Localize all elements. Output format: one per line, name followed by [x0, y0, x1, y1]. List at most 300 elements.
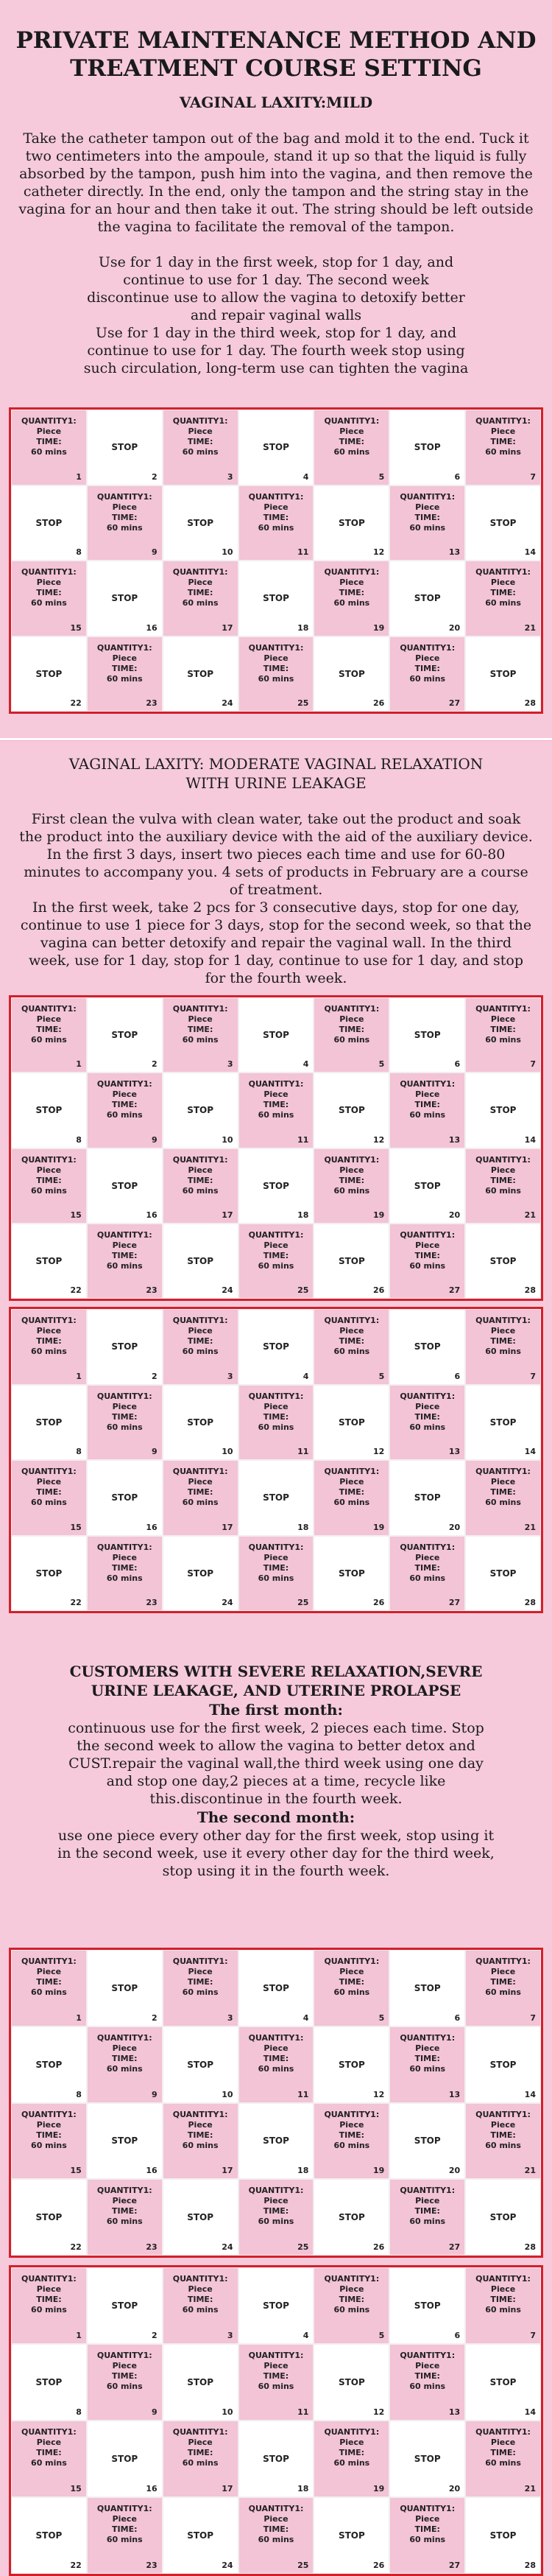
dose-piece: Piece — [36, 1014, 62, 1024]
day-number: 4 — [302, 1371, 309, 1381]
calendar-day-stop — [87, 1460, 163, 1536]
day-number: 17 — [222, 622, 233, 633]
calendar-day-quantity — [11, 997, 87, 1073]
dose-duration: 60 mins — [485, 2305, 521, 2314]
dose-duration: 60 mins — [409, 522, 446, 533]
calendar-day-stop — [389, 1148, 465, 1224]
day-number: 23 — [146, 2561, 158, 2570]
dose-duration: 60 mins — [182, 598, 219, 608]
day-number: 14 — [524, 1134, 536, 1145]
calendar-day-stop — [314, 485, 389, 561]
dose-duration: 60 mins — [409, 2217, 446, 2227]
calendar-day-stop — [314, 2344, 389, 2421]
dose-time: TIME: — [490, 2448, 516, 2457]
dose-quantity: QUANTITY1: — [172, 2109, 228, 2119]
dose-piece: Piece — [490, 2284, 516, 2294]
dose-quantity: QUANTITY1: — [400, 2186, 456, 2196]
stop-label: STOP — [187, 2059, 214, 2070]
dose-piece: Piece — [263, 2514, 289, 2524]
dose-duration: 60 mins — [333, 1987, 370, 1997]
stop-label: STOP — [414, 1030, 441, 1041]
dose-time: TIME: — [490, 2295, 516, 2304]
dose-info — [12, 1467, 86, 1508]
dose-quantity: QUANTITY1: — [400, 2032, 456, 2043]
dose-time: TIME: — [490, 1025, 516, 1034]
dose-time: TIME: — [339, 2448, 365, 2457]
calendar-day-quantity — [11, 2421, 87, 2497]
day-number: 15 — [70, 2484, 82, 2493]
section-mild-instructions: Take the catheter tampon out of the bag and mold it to the end. Tuck it two centimeters into the ampoule, stand it up so that the liquid is fully absorbed by the tampon, push him into the vagina, and then remove the catheter directly. In the end, only the tampon and the string stay in the vagina for an hour and then take it out. The string should be left outside the vagina to facilitate the removal of the tampon. — [18, 130, 534, 235]
calendar-day-quantity — [238, 1536, 314, 1612]
day-number: 11 — [297, 1134, 309, 1145]
day-number: 8 — [76, 2407, 82, 2417]
stop-label: STOP — [35, 1105, 63, 1116]
stop-label: STOP — [187, 2212, 214, 2223]
stop-label: STOP — [111, 593, 138, 604]
dose-time: TIME: — [339, 1175, 365, 1185]
dose-info — [390, 1543, 464, 1584]
day-number: 17 — [222, 2484, 233, 2493]
dose-duration: 60 mins — [333, 1347, 370, 1356]
dose-duration: 60 mins — [333, 2305, 370, 2314]
dose-quantity: QUANTITY1: — [96, 2032, 152, 2043]
dose-quantity: QUANTITY1: — [172, 1154, 228, 1165]
day-number: 26 — [372, 1285, 385, 1295]
dose-quantity: QUANTITY1: — [248, 2032, 304, 2043]
dose-time: TIME: — [187, 1487, 213, 1497]
dose-duration: 60 mins — [182, 1347, 219, 1356]
calendar-day-stop — [465, 485, 541, 561]
dose-quantity: QUANTITY1: — [21, 1154, 77, 1165]
day-number: 15 — [70, 622, 82, 633]
dose-quantity: QUANTITY1: — [96, 2504, 152, 2513]
day-number: 4 — [302, 471, 309, 482]
stop-label: STOP — [338, 2530, 365, 2541]
day-number: 28 — [524, 1285, 536, 1295]
dose-time: TIME: — [490, 1977, 516, 1987]
day-number: 19 — [372, 622, 385, 633]
day-number: 8 — [76, 2089, 82, 2099]
day-number: 8 — [76, 547, 82, 557]
dose-duration: 60 mins — [258, 2217, 294, 2227]
calendar-day-quantity — [465, 1309, 541, 1385]
dose-piece: Piece — [490, 1326, 516, 1336]
dose-time: TIME: — [490, 1487, 516, 1497]
dose-piece: Piece — [36, 2438, 62, 2447]
day-number: 5 — [378, 1371, 385, 1381]
dose-time: TIME: — [339, 437, 365, 446]
dose-time: TIME: — [112, 1411, 138, 1422]
dose-piece: Piece — [188, 578, 213, 587]
day-number: 23 — [146, 1285, 158, 1295]
dose-duration: 60 mins — [106, 2063, 143, 2074]
calendar-day-stop — [11, 2344, 87, 2421]
section-severe — [0, 1662, 552, 1880]
day-number: 26 — [372, 2242, 385, 2252]
day-number: 27 — [448, 2242, 461, 2252]
stop-label: STOP — [489, 668, 517, 679]
calendar-day-quantity — [238, 1224, 314, 1299]
dose-info — [163, 1004, 238, 1045]
dose-duration: 60 mins — [485, 1185, 521, 1196]
dose-time: TIME: — [414, 2524, 440, 2534]
day-number: 4 — [302, 2012, 309, 2023]
calendar-day-quantity — [163, 997, 238, 1073]
calendar-day-stop — [87, 1309, 163, 1385]
stop-label: STOP — [187, 2530, 214, 2541]
dose-quantity: QUANTITY1: — [324, 1956, 380, 1966]
dose-info — [390, 2033, 464, 2074]
dose-info — [466, 2274, 540, 2315]
dose-time: TIME: — [339, 588, 365, 597]
calendar-day-stop — [163, 2497, 238, 2574]
dose-piece: Piece — [188, 2119, 213, 2130]
stop-label: STOP — [414, 1982, 441, 1993]
calendar-day-stop — [238, 561, 314, 636]
stop-label: STOP — [187, 1105, 214, 1116]
calendar-day-stop — [465, 1073, 541, 1148]
day-number: 28 — [524, 1598, 536, 1607]
calendar-day-stop — [314, 636, 389, 712]
dose-duration: 60 mins — [485, 1498, 521, 1507]
calendar-day-quantity — [465, 2103, 541, 2180]
dose-info — [314, 1316, 389, 1357]
calendar-day-stop — [314, 1224, 389, 1299]
calendar-day-stop — [11, 1073, 87, 1148]
stop-label: STOP — [489, 1417, 517, 1428]
dose-quantity: QUANTITY1: — [475, 1467, 531, 1476]
dose-quantity: QUANTITY1: — [96, 1079, 152, 1089]
dose-quantity: QUANTITY1: — [324, 1154, 380, 1165]
dose-time: TIME: — [36, 1336, 62, 1346]
day-number: 10 — [222, 547, 233, 557]
dose-time: TIME: — [187, 2448, 213, 2457]
dose-quantity: QUANTITY1: — [324, 1467, 380, 1476]
calendar-day-stop — [238, 997, 314, 1073]
dose-piece: Piece — [415, 502, 440, 512]
calendar-day-stop — [465, 1385, 541, 1461]
dose-piece: Piece — [415, 653, 440, 663]
day-number: 11 — [297, 1447, 309, 1456]
calendar-day-quantity — [238, 636, 314, 712]
calendar-day-quantity — [389, 2497, 465, 2574]
dose-piece: Piece — [415, 2043, 440, 2053]
dose-info — [163, 1155, 238, 1196]
dose-duration: 60 mins — [485, 598, 521, 608]
dose-info — [163, 1956, 238, 1998]
calendar-day-stop — [389, 2103, 465, 2180]
dose-quantity: QUANTITY1: — [248, 491, 304, 502]
calendar-day-stop — [11, 2026, 87, 2103]
stop-label: STOP — [489, 1255, 517, 1266]
dose-duration: 60 mins — [485, 2458, 521, 2468]
dose-piece: Piece — [263, 502, 289, 512]
dose-time: TIME: — [339, 2295, 365, 2304]
day-number: 5 — [378, 1059, 385, 1070]
day-number: 6 — [454, 1059, 461, 1070]
calendar-day-stop — [87, 2103, 163, 2180]
stop-label: STOP — [414, 2454, 441, 2464]
dose-info — [239, 1230, 314, 1271]
day-number: 6 — [454, 2331, 461, 2340]
dose-piece: Piece — [339, 2119, 364, 2130]
calendar-day-stop — [11, 2497, 87, 2574]
section-moderate-instructions: First clean the vulva with clean water, take out the product and soak the product into the auxiliary device with the aid of the auxiliary device. In the first 3 days, insert two pieces each time and use for 60-80 minutes to accompany you. 4 sets of products in February are a course of treatment. — [19, 811, 533, 898]
dose-piece: Piece — [263, 1401, 289, 1411]
calendar-day-quantity — [87, 1224, 163, 1299]
day-number: 19 — [372, 2166, 385, 2176]
calendar-day-stop — [465, 1224, 541, 1299]
stop-label: STOP — [263, 1982, 289, 1993]
dose-duration: 60 mins — [106, 1260, 143, 1271]
dose-quantity: QUANTITY1: — [96, 2186, 152, 2196]
dose-time: TIME: — [263, 2524, 289, 2534]
dose-duration: 60 mins — [182, 1498, 219, 1507]
dose-piece: Piece — [112, 1089, 137, 1100]
dose-duration: 60 mins — [106, 1110, 143, 1120]
dose-time: TIME: — [263, 2053, 289, 2063]
dose-time: TIME: — [112, 2053, 138, 2063]
dose-duration: 60 mins — [31, 1987, 67, 1997]
dose-piece: Piece — [36, 1477, 62, 1487]
stop-label: STOP — [338, 1255, 365, 1266]
dose-time: TIME: — [36, 2295, 62, 2304]
dose-piece: Piece — [490, 578, 516, 587]
dose-piece: Piece — [188, 2438, 213, 2447]
dose-duration: 60 mins — [258, 522, 294, 533]
calendar-day-quantity — [465, 1460, 541, 1536]
day-number: 21 — [524, 622, 536, 633]
day-number: 9 — [152, 1447, 158, 1456]
dose-info — [12, 2274, 86, 2315]
day-number: 10 — [222, 2089, 233, 2099]
dose-duration: 60 mins — [485, 1987, 521, 1997]
dose-piece: Piece — [415, 2196, 440, 2206]
section-mild — [0, 93, 552, 377]
dose-piece: Piece — [415, 1089, 440, 1100]
dose-info — [390, 2351, 464, 2392]
dose-duration: 60 mins — [31, 447, 67, 457]
dose-piece: Piece — [36, 578, 62, 587]
dose-info — [390, 2504, 464, 2545]
calendar-day-quantity — [87, 1536, 163, 1612]
dose-quantity: QUANTITY1: — [324, 1316, 380, 1325]
dose-time: TIME: — [36, 1175, 62, 1185]
stop-label: STOP — [489, 517, 517, 528]
stop-label: STOP — [489, 1568, 517, 1579]
day-number: 22 — [70, 1598, 82, 1607]
section-moderate-heading-line-1: VAGINAL LAXITY: MODERATE VAGINAL RELAXATION — [68, 755, 484, 773]
dose-info — [314, 1467, 389, 1508]
dose-piece: Piece — [36, 1967, 62, 1976]
calendar-day-quantity — [465, 1148, 541, 1224]
dose-info — [239, 2504, 314, 2545]
day-number: 21 — [524, 1210, 536, 1220]
calendar-day-stop — [11, 1385, 87, 1461]
dose-time: TIME: — [187, 1175, 213, 1185]
section-severe-heading-line-2: URINE LEAKAGE, AND UTERINE PROLAPSE — [91, 1682, 461, 1699]
day-number: 2 — [152, 2331, 158, 2340]
dose-info — [239, 643, 314, 684]
dose-piece: Piece — [112, 2196, 137, 2206]
calendar-day-quantity — [163, 1460, 238, 1536]
stop-label: STOP — [263, 442, 289, 453]
day-number: 28 — [524, 2561, 536, 2570]
dose-info — [239, 2351, 314, 2392]
calendar-day-quantity — [389, 2026, 465, 2103]
day-number: 25 — [297, 2561, 309, 2570]
stop-label: STOP — [338, 2059, 365, 2070]
stop-label: STOP — [35, 2530, 63, 2541]
dose-info — [390, 2186, 464, 2227]
day-number: 16 — [146, 1210, 158, 1220]
calendar-day-quantity — [314, 2421, 389, 2497]
dose-quantity: QUANTITY1: — [324, 416, 380, 426]
stop-label: STOP — [35, 2059, 63, 2070]
section-mild-heading: VAGINAL LAXITY:MILD — [179, 94, 373, 111]
calendar-day-stop — [314, 2026, 389, 2103]
dose-duration: 60 mins — [106, 1422, 143, 1432]
day-number: 25 — [297, 2242, 309, 2252]
day-number: 12 — [372, 547, 385, 557]
stop-label: STOP — [111, 2135, 138, 2147]
day-number: 26 — [372, 2561, 385, 2570]
calendar-day-stop — [389, 1460, 465, 1536]
page-title — [0, 27, 552, 83]
calendar-day-stop — [163, 2344, 238, 2421]
calendar-severe-2 — [9, 2265, 543, 2576]
section-mild-schedule-2: Use for 1 day in the third week, stop for 1 day, and continue to use for 1 day. The fourth week stop using such circulation, long-term use can tighten the vagina — [83, 325, 469, 376]
dose-duration: 60 mins — [106, 673, 143, 684]
dose-quantity: QUANTITY1: — [21, 2274, 77, 2284]
dose-time: TIME: — [112, 1250, 138, 1260]
dose-piece: Piece — [36, 427, 62, 436]
day-number: 27 — [448, 1598, 461, 1607]
first-month-text: continuous use for the first week, 2 pieces each time. Stop the second week to allow the vagina to better detox and CUST.repair the vaginal wall,the third week using one day and stop one day,2 pieces at a time, recycle like this.discontinue in the fourth week. — [68, 1720, 484, 1807]
dose-piece: Piece — [415, 1552, 440, 1562]
day-number: 3 — [227, 1371, 233, 1381]
day-number: 20 — [448, 1210, 461, 1220]
dose-time: TIME: — [36, 1025, 62, 1034]
dose-piece: Piece — [263, 653, 289, 663]
calendar-day-quantity — [389, 1385, 465, 1461]
dose-info — [163, 2110, 238, 2151]
day-number: 16 — [146, 1522, 158, 1532]
dose-quantity: QUANTITY1: — [96, 1229, 152, 1240]
calendar-day-stop — [11, 636, 87, 712]
dose-piece: Piece — [188, 2284, 213, 2294]
dose-piece: Piece — [36, 2119, 62, 2130]
calendar-day-quantity — [238, 2179, 314, 2256]
dose-quantity: QUANTITY1: — [248, 1079, 304, 1089]
day-number: 3 — [227, 2012, 233, 2023]
dose-piece: Piece — [112, 1401, 137, 1411]
dose-duration: 60 mins — [258, 1573, 294, 1583]
dose-time: TIME: — [263, 1562, 289, 1573]
second-month-text: use one piece every other day for the first week, stop using it in the second week, use it every other day for the third week, stop using it in the fourth week. — [57, 1828, 495, 1879]
dose-duration: 60 mins — [409, 2535, 446, 2544]
dose-duration: 60 mins — [333, 1185, 370, 1196]
dose-duration: 60 mins — [409, 1573, 446, 1583]
dose-time: TIME: — [339, 1977, 365, 1987]
dose-duration: 60 mins — [485, 2140, 521, 2150]
calendar-day-quantity — [314, 1148, 389, 1224]
dose-piece: Piece — [339, 427, 364, 436]
dose-duration: 60 mins — [258, 2063, 294, 2074]
calendar-day-stop — [87, 2421, 163, 2497]
dose-piece: Piece — [263, 2043, 289, 2053]
stop-label: STOP — [489, 2377, 517, 2387]
calendar-day-stop — [11, 485, 87, 561]
calendar-day-quantity — [163, 2103, 238, 2180]
first-month-label: The first month: — [209, 1701, 343, 1719]
calendar-day-stop — [389, 561, 465, 636]
calendar-day-stop — [238, 2103, 314, 2180]
dose-quantity: QUANTITY1: — [475, 1004, 531, 1014]
calendar-day-quantity — [314, 561, 389, 636]
dose-duration: 60 mins — [106, 522, 143, 533]
dose-piece: Piece — [36, 1165, 62, 1175]
stop-label: STOP — [187, 1417, 214, 1428]
calendar-day-stop — [465, 636, 541, 712]
stop-label: STOP — [414, 1341, 441, 1352]
dose-duration: 60 mins — [31, 1498, 67, 1507]
calendar-day-stop — [87, 2267, 163, 2344]
dose-piece: Piece — [112, 2361, 137, 2370]
calendar-day-quantity — [465, 2421, 541, 2497]
dose-info — [466, 2427, 540, 2468]
calendar-day-stop — [465, 2497, 541, 2574]
stop-label: STOP — [338, 1105, 365, 1116]
day-number: 27 — [448, 1285, 461, 1295]
calendar-day-stop — [163, 1224, 238, 1299]
day-number: 1 — [76, 1371, 82, 1381]
stop-label: STOP — [263, 2135, 289, 2147]
dose-time: TIME: — [414, 2371, 440, 2381]
day-number: 7 — [530, 471, 536, 482]
stop-label: STOP — [35, 2377, 63, 2387]
dose-quantity: QUANTITY1: — [172, 1316, 228, 1325]
day-number: 13 — [448, 1447, 461, 1456]
day-number: 18 — [297, 1210, 309, 1220]
dose-info — [163, 416, 238, 457]
day-number: 12 — [372, 1447, 385, 1456]
day-number: 7 — [530, 1371, 536, 1381]
dose-info — [88, 1230, 162, 1271]
dose-quantity: QUANTITY1: — [21, 1467, 77, 1476]
day-number: 18 — [297, 2484, 309, 2493]
calendar-day-stop — [314, 1536, 389, 1612]
day-number: 14 — [524, 2407, 536, 2417]
day-number: 2 — [152, 1059, 158, 1070]
day-number: 23 — [146, 2242, 158, 2252]
dose-quantity: QUANTITY1: — [248, 2351, 304, 2360]
dose-piece: Piece — [490, 2438, 516, 2447]
dose-time: TIME: — [187, 1025, 213, 1034]
dose-quantity: QUANTITY1: — [96, 2351, 152, 2360]
day-number: 12 — [372, 2089, 385, 2099]
dose-piece: Piece — [263, 1240, 289, 1250]
day-number: 28 — [524, 698, 536, 708]
dose-quantity: QUANTITY1: — [21, 2109, 77, 2119]
dose-piece: Piece — [490, 1477, 516, 1487]
stop-label: STOP — [35, 1568, 63, 1579]
calendar-day-quantity — [314, 1460, 389, 1536]
dose-info — [466, 1956, 540, 1998]
dose-quantity: QUANTITY1: — [96, 491, 152, 502]
dose-duration: 60 mins — [106, 2382, 143, 2391]
dose-info — [466, 567, 540, 608]
